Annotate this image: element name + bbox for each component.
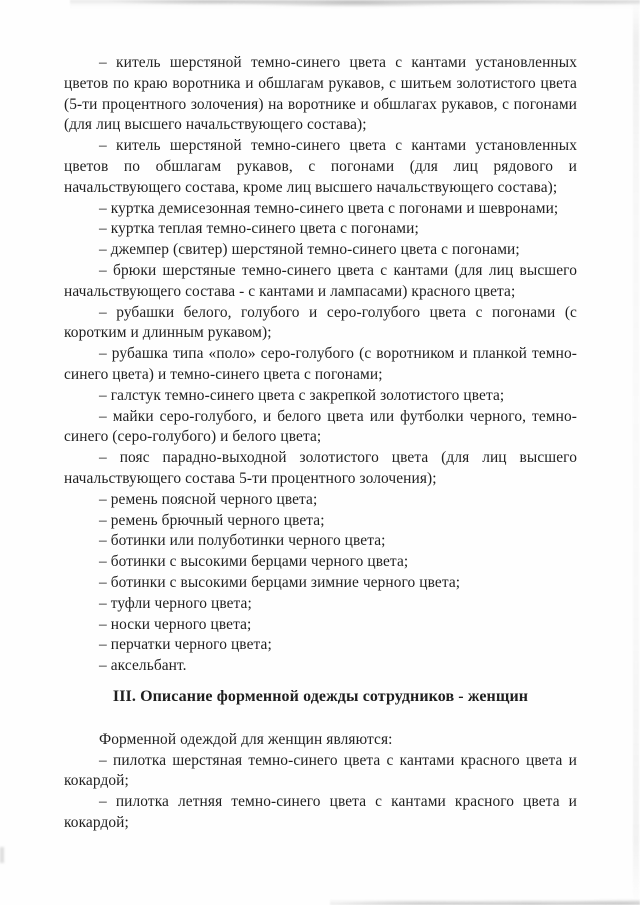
uniform-item-paragraph: – джемпер (свитер) шерстяной темно-синего цвета с погонами; [99, 241, 520, 259]
uniform-item-paragraph: – пилотка летняя темно-синего цвета с кантами красного цвета и кокардой; [64, 793, 577, 831]
men-uniform-list [64, 53, 577, 677]
women-intro-paragraph: Форменной одеждой для женщин являются: [99, 730, 393, 748]
scan-speck-left [0, 847, 4, 863]
scan-smudge-bottom [330, 896, 640, 905]
scan-streak-right [633, 0, 639, 905]
uniform-item-paragraph: – рубашки белого, голубого и серо-голубого цвета с погонами (с коротким и длинным рукавом); [64, 303, 577, 342]
uniform-item-paragraph: – куртка демисезонная темно-синего цвета с погонами и шевронами; [99, 199, 559, 217]
uniform-item-paragraph: – ботинки с высокими берцами черного цвета; [99, 553, 409, 571]
uniform-item-paragraph: – майки серо-голубого, и белого цвета или футболки черного, темно-синего (серо-голубого) и белого цвета; [64, 407, 577, 446]
uniform-item-paragraph: – носки черного цвета; [99, 615, 252, 633]
page-content [64, 53, 577, 834]
uniform-item-paragraph: – ремень брючный черного цвета; [99, 511, 325, 529]
uniform-item-paragraph: – ботинки или полуботинки черного цвета; [99, 532, 386, 550]
uniform-item-paragraph: – куртка теплая темно-синего цвета с погонами; [99, 220, 419, 238]
uniform-item-paragraph: – пояс парадно-выходной золотистого цвета (для лиц высшего начальствующего состава 5-ти процентного золочения); [64, 449, 577, 487]
uniform-item-paragraph: – брюки шерстяные темно-синего цвета с кантами (для лиц высшего начальствующего состава - с кантами и лампасами) красного цвета; [64, 261, 577, 300]
uniform-item-paragraph: – китель шерстяной темно-синего цвета с кантами установленных цветов по краю воротника и обшлагам рукавов, с шитьем золотистого цвета (5-ти процентного золочения) на воротнике и обшлагах рукавов, с погонами (для лиц высшего начальствующего состава); [64, 54, 577, 134]
uniform-item-paragraph: – китель шерстяной темно-синего цвета с кантами установленных цветов по обшлагам рукавов, с погонами (для лиц рядового и начальствующего состава, кроме лиц высшего начальствующего состава); [64, 137, 577, 196]
uniform-item-paragraph: – ботинки с высокими берцами зимние черного цвета; [99, 573, 461, 591]
uniform-item-paragraph: – туфли черного цвета; [99, 594, 252, 612]
uniform-item-paragraph: – галстук темно-синего цвета с закрепкой золотистого цвета; [99, 386, 505, 404]
uniform-item-paragraph: – аксельбант. [99, 657, 187, 675]
uniform-item-paragraph: – рубашка типа «поло» серо-голубого (с воротником и планкой темно-синего цвета) и темно-синего цвета с погонами; [64, 345, 577, 383]
women-uniform-list [64, 751, 577, 834]
scan-smudge-top [70, 0, 640, 10]
uniform-item-paragraph: – ремень поясной черного цвета; [99, 490, 318, 508]
section-heading: III. Описание форменной одежды сотрудников - женщин [112, 687, 529, 705]
uniform-item-paragraph: – перчатки черного цвета; [99, 636, 272, 654]
uniform-item-paragraph: – пилотка шерстяная темно-синего цвета с кантами красного цвета и кокардой; [64, 751, 577, 790]
